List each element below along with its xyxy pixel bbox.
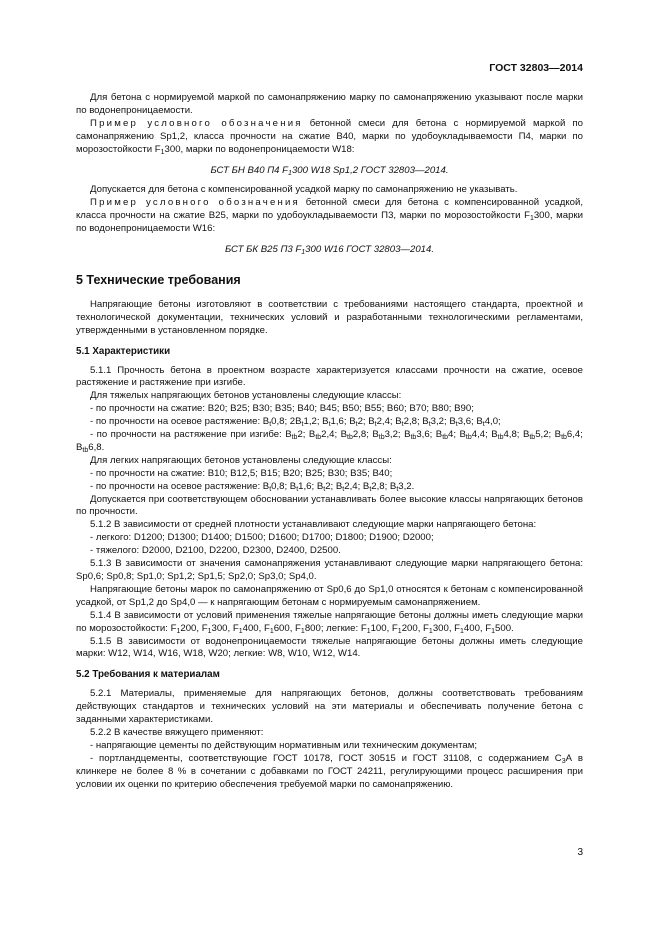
list-item: - по прочности на осевое растяжение: $В_t0,8$; $В_t1,6$; $В_t2$; $В_t2,4$; $В_t2,8$; $В_t3,2$. xyxy=(90,480,415,493)
paragraph: 5.1.1 Прочность бетона в проектном возрасте характеризуется классами прочности на сжатие, осевое растяжение и растяжение при изгибе. xyxy=(76,364,583,389)
paragraph: Напрягающие бетоны марок по самонапряжению от Sp0,6 до Sp1,0 относятся к бетонам с компенсированной усадкой, от Sp1,2 до Sp4,0 — к напрягающим бетонам с нормируемым самонапряжением. xyxy=(76,583,583,608)
paragraph: 5.1.4 В зависимости от условий применения тяжелые напрягающие бетоны должны иметь следующие марки по морозостойкости: $F_1200$, $F_1300$, $F_1400$, $F_1600$, $F_1800$; легкие: $F_1100$, $F_1200$, $F_1300$, $F_1400$, $F_1500$. xyxy=(76,609,583,635)
list-item: - портландцементы, соответствующие ГОСТ 10178, ГОСТ 30515 и ГОСТ 31108, с содержанием $С_3А$ в клинкере не более 8 % в сочетании с добавками по ГОСТ 24211, регулирующими процесс расширения при условии их оценки по критерию обеспечения требуемой марки по самонапряжению. xyxy=(76,752,583,790)
page-number: 3 xyxy=(577,847,583,858)
page-content xyxy=(76,92,583,792)
text: 300, марки по водонепроницаемости W16: xyxy=(76,210,583,235)
example-2: Пример условного обозначения бетонной смеси для бетона с компенсированной усадкой, класса прочности на сжатие В25, марки по удобоукладываемости П3, марки по морозостойкости $F_1300$, марки по водонепроницаемости W16: xyxy=(76,197,583,235)
subsection-title: 5.2 Требования к материалам xyxy=(76,669,220,681)
paragraph: 5.2.1 Материалы, применяемые для напрягающих бетонов, должны соответствовать требованиям действующих стандартов и технических условий на эти материалы и обеспечивать получение бетона с заданными характеристиками. xyxy=(76,688,583,726)
paragraph: 5.2.2 В качестве вяжущего применяют: xyxy=(90,726,264,738)
list-item: - тяжелого: D2000, D2100, D2200, D2300, D2400, D2500. xyxy=(90,545,341,557)
list-item: - по прочности на растяжение при изгибе: $В_{tb}2$; $В_{tb}2,4$; $В_{tb}2,8$; $В_{tb}3,2$; $В_{tb}3,6$; $В_{tb}4$; $В_{tb}4,4$; $В_{tb}4,8$; $В_{tb}5,2$; $В_{tb}6,4$; $В_{tb}6,8$. xyxy=(76,429,583,454)
paragraph: 5.1.2 В зависимости от средней плотности устанавливают следующие марки напрягающего бетона: xyxy=(90,519,537,531)
formula-2: БСТ БК В25 П3 $F_1300$ W16 ГОСТ 32803—2014. xyxy=(224,244,435,257)
list-item: - напрягающие цементы по действующим нормативным или техническим документам; xyxy=(90,739,477,751)
formula-1: БСТ БН В40 П4 $F_1300$ W18 Sp1,2 ГОСТ 32803—2014. xyxy=(210,164,449,177)
paragraph: Для легких напрягающих бетонов установлены следующие классы: xyxy=(90,454,392,466)
subsection-title: 5.1 Характеристики xyxy=(76,345,171,357)
paragraph: Для бетона с нормируемой маркой по самонапряжению марку по самонапряжению указывают после марки по водонепроницаемости. xyxy=(76,92,583,116)
example-1: Пример условного обозначения бетонной смеси для бетона с нормируемой маркой по самонапряжению Sp1,2, класса прочности на сжатие В40, марки по удобоукладываемости П4, марки по морозостойкости $F_1300$, марки по водонепроницаемости W18: xyxy=(76,117,583,156)
paragraph: 5.1.3 В зависимости от значения самонапряжения устанавливают следующие марки напрягающего бетона: Sp0,6; Sp0,8; Sp1,0; Sp1,2; Sp1,5; Sp2,0; Sp3,0; Sp4,0. xyxy=(76,558,583,582)
section-title: 5 Технические требования xyxy=(76,272,241,287)
list-item: - по прочности на осевое растяжение: $В_t0,8$; $2В_t1,2$; $В_t1,6$; $В_t2$; $В_t2,4$; $В_t2,8$; $В_t3,2$; $В_t3,6$; $В_t4,0$; xyxy=(90,416,501,429)
list-item: - по прочности на сжатие: В20; В25; В30; В35; В40; В45; В50; В55; В60; В70; В80; В90; xyxy=(90,403,474,415)
list-item: - легкого: D1200; D1300; D1400; D1500; D1600; D1700; D1800; D1900; D2000; xyxy=(90,532,434,544)
paragraph: 5.1.5 В зависимости от водонепроницаемости тяжелые напрягающие бетоны должны иметь следующие марки: W12, W14, W16, W18, W20; легкие: W8, W10, W12, W14. xyxy=(76,635,583,660)
paragraph: Для тяжелых напрягающих бетонов установлены следующие классы: xyxy=(90,390,402,402)
example-label: Пример условного обозначения xyxy=(90,117,303,129)
paragraph: Напрягающие бетоны изготовляют в соответствии с требованиями настоящего стандарта, проектной и технологической документации, технических условий и разработанными технологическими регламентами, утвержденными в установленном порядке. xyxy=(76,298,583,336)
text: бетонной смеси для бетона с нормируемой маркой по самонапряжению Sp1,2, класса прочности на сжатие В40, марки по удобоукладываемости П4, марки по морозостойкости F xyxy=(76,117,583,155)
example-label: Пример условного обозначения xyxy=(90,197,300,209)
document-code: ГОСТ 32803—2014 xyxy=(489,62,583,74)
text: бетонной смеси для бетона с компенсированной усадкой, класса прочности на сжатие В25, марки по удобоукладываемости П3, марки по морозостойкости F xyxy=(76,197,583,222)
list-item: - по прочности на сжатие: В10; В12,5; В15; В20; В25; В30; В35; В40; xyxy=(90,467,393,479)
paragraph: Допускается для бетона с компенсированной усадкой марку по самонапряжению не указывать. xyxy=(90,184,518,196)
text: 300, марки по водонепроницаемости W18: xyxy=(164,143,355,155)
paragraph: Допускается при соответствующем обосновании устанавливать более высокие классы напрягающих бетонов по прочности. xyxy=(76,493,583,518)
